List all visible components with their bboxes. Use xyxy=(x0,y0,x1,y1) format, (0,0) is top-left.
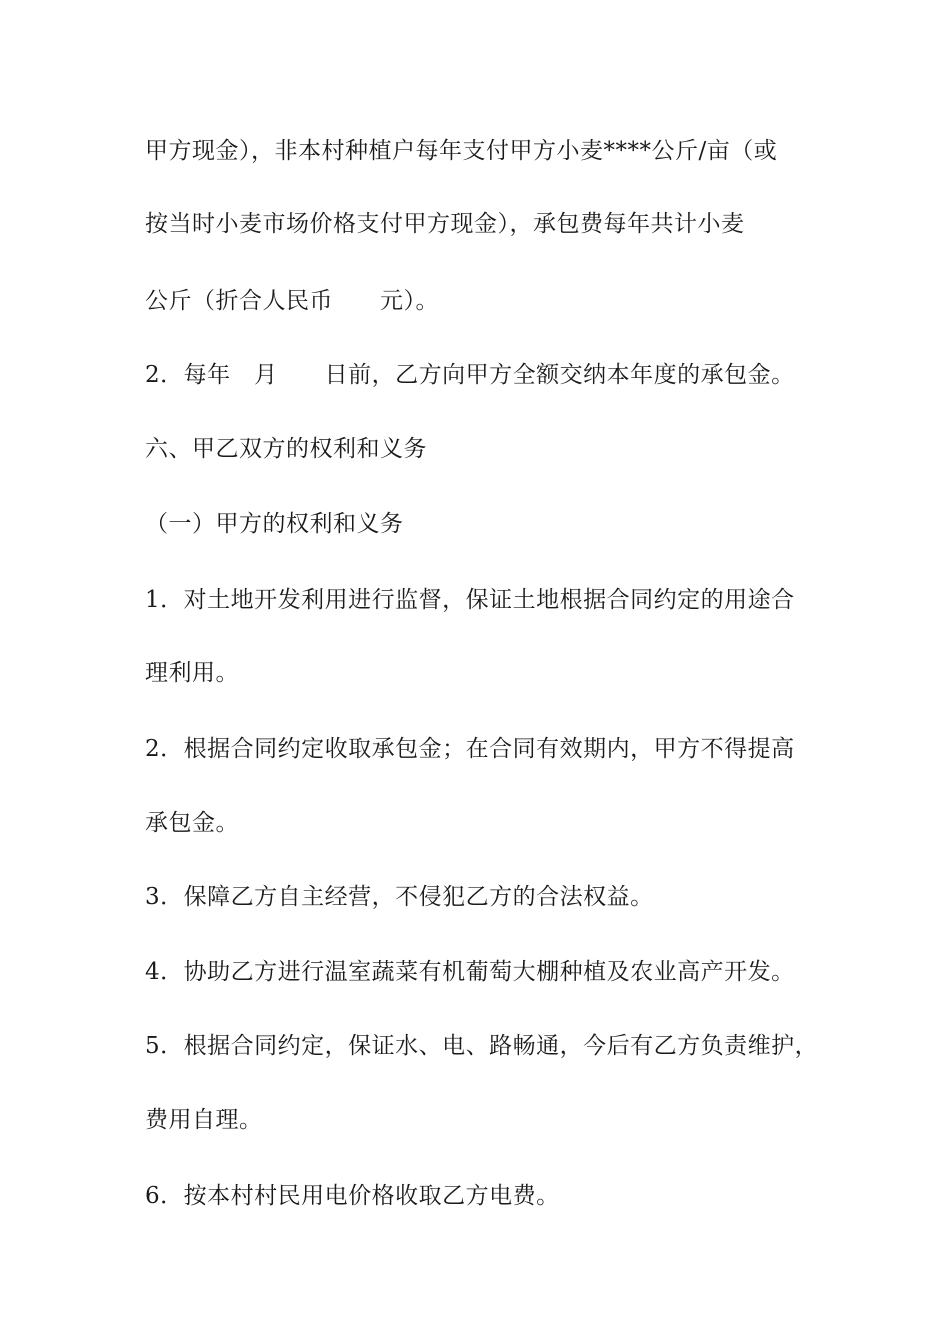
text-line: 2．根据合同约定收取承包金；在合同有效期内，甲方不得提高 xyxy=(145,736,795,762)
text-line: 公斤（折合人民币 元）。 xyxy=(145,288,439,314)
subsection-heading: （一）甲方的权利和义务 xyxy=(145,511,404,537)
text-line: 3．保障乙方自主经营，不侵犯乙方的合法权益。 xyxy=(145,884,654,910)
text-line: 6．按本村村民用电价格收取乙方电费。 xyxy=(145,1183,560,1209)
text-line: 2．每年 月 日前，乙方向甲方全额交纳本年度的承包金。 xyxy=(145,362,795,388)
text-line: 1．对土地开发利用进行监督，保证土地根据合同约定的用途合 xyxy=(145,587,795,613)
text-line: 费用自理。 xyxy=(145,1107,263,1133)
text-line: 4．协助乙方进行温室蔬菜有机葡萄大棚种植及农业高产开发。 xyxy=(145,959,795,985)
text-line: 承包金。 xyxy=(145,810,239,836)
text-line: 按当时小麦市场价格支付甲方现金），承包费每年共计小麦 xyxy=(145,211,745,237)
text-line: 5．根据合同约定，保证水、电、路畅通，今后有乙方负责维护， xyxy=(145,1033,819,1059)
section-heading: 六、甲乙双方的权利和义务 xyxy=(145,436,427,462)
text-line: 甲方现金），非本村种植户每年支付甲方小麦****公斤/亩（或 xyxy=(145,138,778,164)
text-line: 理利用。 xyxy=(145,660,239,686)
